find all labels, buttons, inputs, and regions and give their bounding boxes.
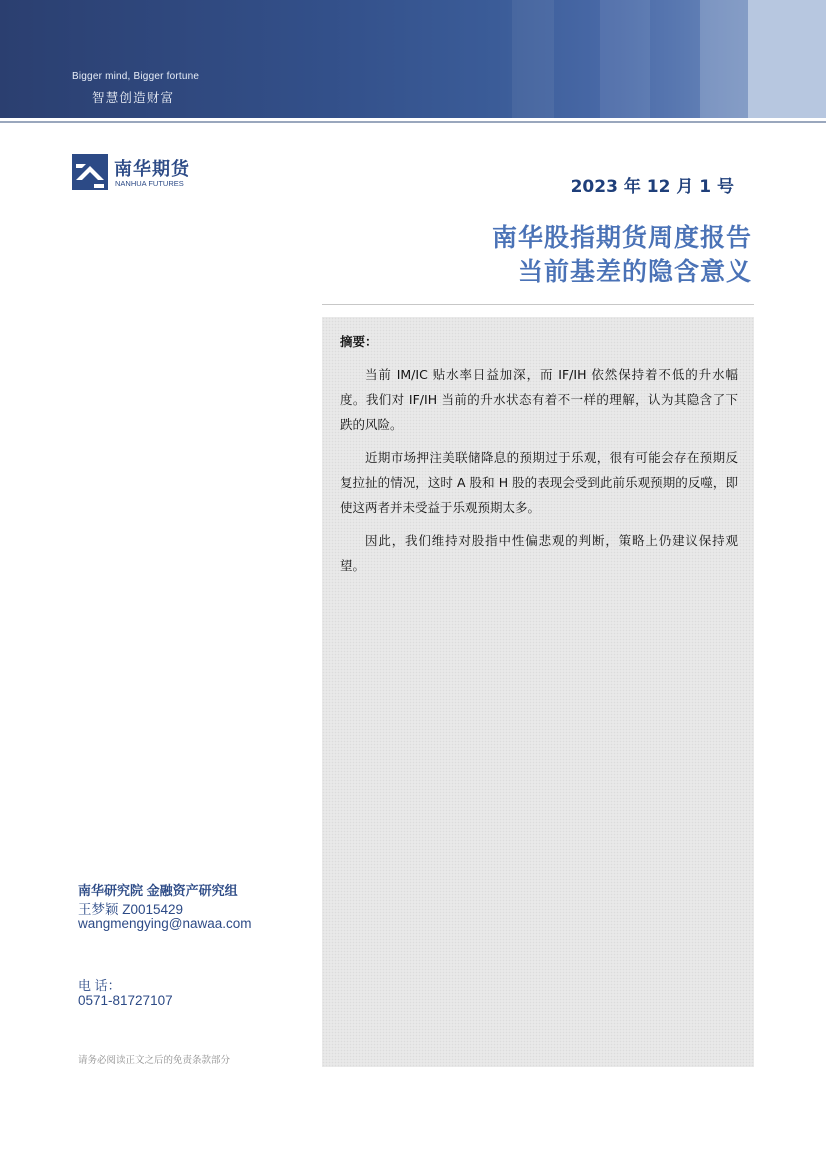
banner-stripe — [600, 0, 650, 118]
banner-stripe — [512, 0, 554, 118]
banner-stripe — [748, 0, 826, 118]
report-title: 南华股指期货周度报告 — [491, 223, 752, 252]
header-banner — [0, 0, 826, 118]
logo-name-chinese: 南华期货 — [114, 159, 190, 180]
nanhua-logo-icon — [72, 154, 108, 190]
abstract-paragraph: 近期市场押注美联储降息的预期过于乐观，很有可能会存在预期反复拉扯的情况，这时 A 股和 H 股的表现会受到此前乐观预期的反噬，即使这两者并未受益于乐观预期太多。 — [340, 450, 738, 515]
abstract-heading: 摘要： — [340, 334, 378, 349]
report-subtitle: 当前基差的隐含意义 — [517, 257, 752, 286]
analyst-name: 王梦颖 Z0015429 — [78, 902, 184, 917]
abstract-paragraph: 因此，我们维持对股指中性偏悲观的判断，策略上仍建议保持观望。 — [340, 533, 738, 573]
disclaimer-note: 请务必阅读正文之后的免责条款部分 — [78, 1055, 231, 1066]
analyst-email[interactable]: wangmengying@nawaa.com — [78, 916, 252, 931]
report-date: 2023 年 12 月 1 号 — [570, 177, 734, 197]
research-team: 南华研究院 金融资产研究组 — [78, 883, 238, 898]
banner-stripe — [700, 0, 748, 118]
abstract-paragraph: 当前 IM/IC 贴水率日益加深，而 IF/IH 依然保持着不低的升水幅度。我们对 IF/IH 当前的升水状态有着不一样的理解，认为其隐含了下跌的风险。 — [340, 367, 738, 432]
phone-number: 0571-81727107 — [78, 993, 173, 1008]
slogan-english: Bigger mind, Bigger fortune — [72, 71, 200, 82]
header-divider — [0, 121, 826, 123]
slogan-chinese: 智慧创造财富 — [92, 90, 175, 105]
logo-name-english: NANHUA FUTURES — [115, 179, 184, 188]
company-logo — [72, 153, 212, 193]
title-divider — [322, 304, 754, 305]
phone-label: 电 话： — [78, 978, 121, 993]
abstract-box — [322, 317, 754, 1067]
